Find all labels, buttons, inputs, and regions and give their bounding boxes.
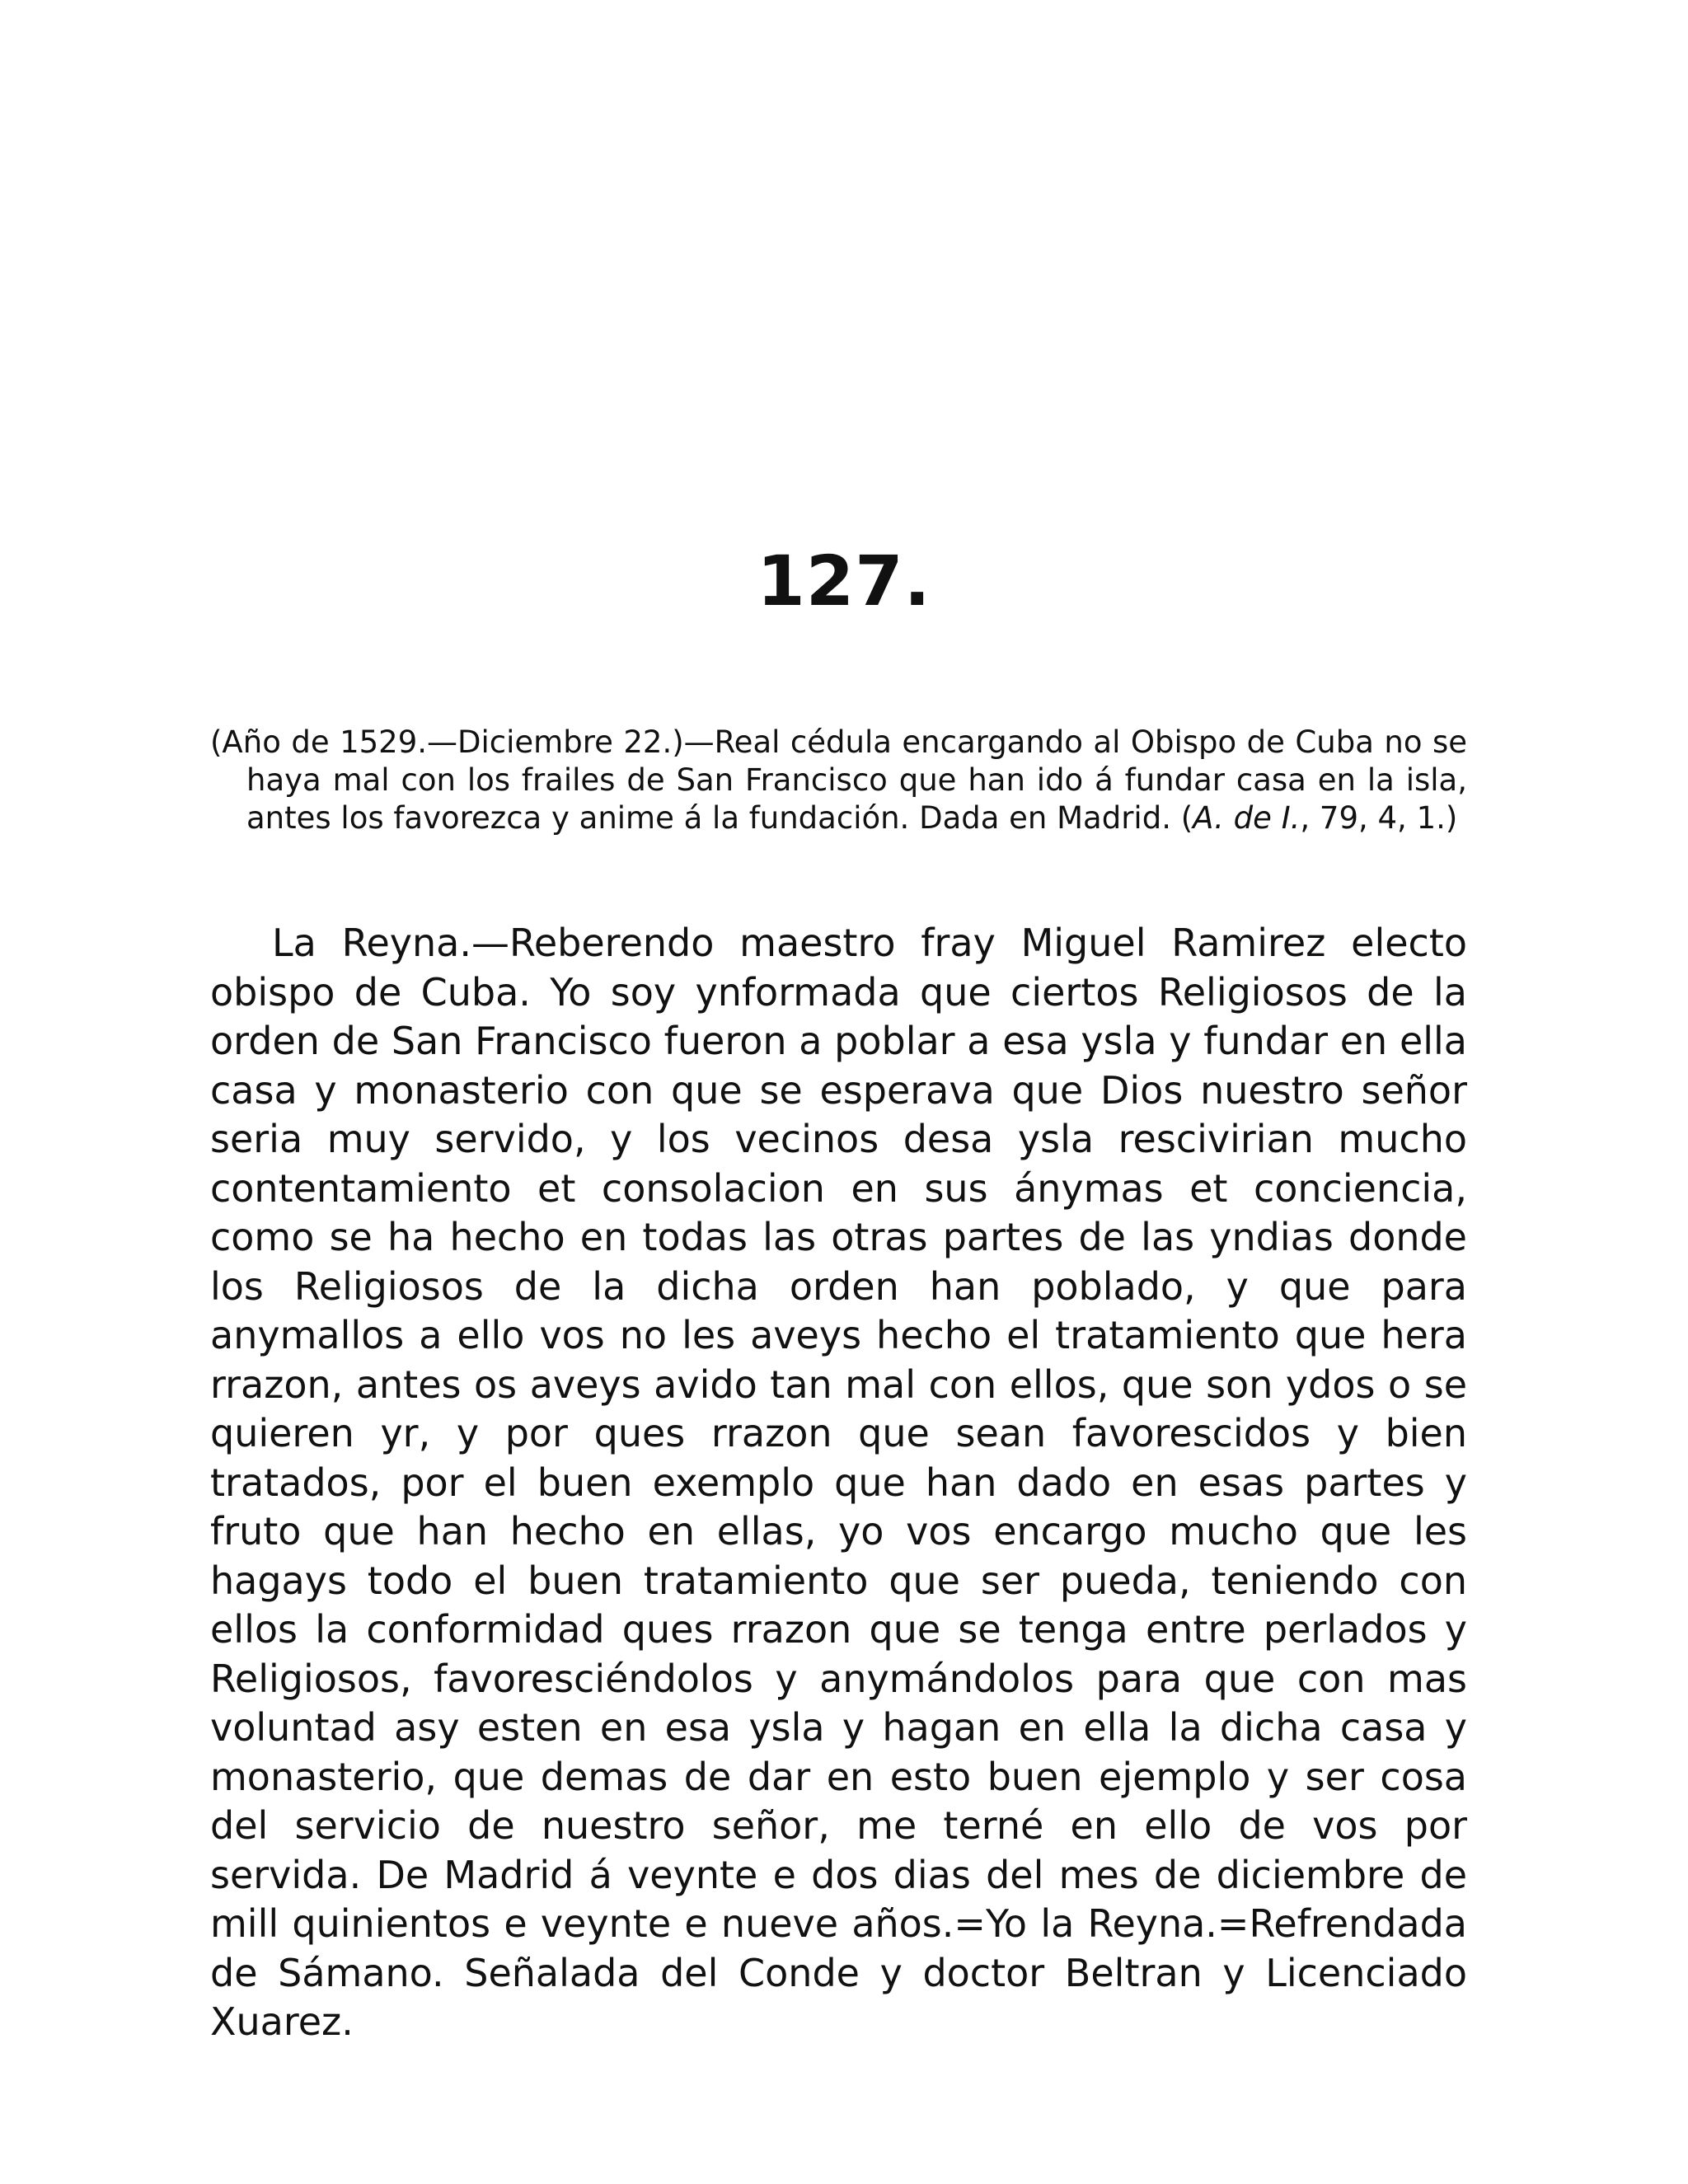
summary-text: (Año de 1529.—Diciembre 22.)—Real cédula encargando al Obispo de Cuba no se haya mal con los frailes de San Francisco que han ido á fundar casa en la isla, antes los favorezca y anime á la fundación. Dada en Madrid. ( (210, 724, 1467, 836)
summary-citation-reference: , 79, 4, 1.) (1300, 800, 1458, 836)
document-body-text: La Reyna.—Reberendo maestro fray Miguel Ramirez electo obispo de Cuba. Yo soy ynformada que ciertos Religiosos de la orden de San Francisco fueron a poblar a esa ysla y fundar en ella casa y monasterio con que se esperava que Dios nuestro señor seria muy servido, y los vecinos desa ysla rescivirian mucho contentamiento et consolacion en sus ánymas et conciencia, como se ha hecho en todas las otras partes de las yndias donde los Religiosos de la dicha orden han poblado, y que para anymallos a ello vos no les aveys hecho el tratamiento que hera rrazon, antes os aveys avido tan mal con ellos, que son ydos o se quieren yr, y por ques rrazon que sean favorescidos y bien tratados, por el buen exemplo que han dado en esas partes y fruto que han hecho en ellas, yo vos encargo mucho que les hagays todo el buen tratamiento que ser pueda, teniendo con ellos la conformidad ques rrazon que se tenga entre perlados y Religiosos, favoresciéndolos y anymándolos para que con mas voluntad asy esten en esa ysla y hagan en ella la dicha casa y monasterio, que demas de dar en esto buen ejemplo y ser cosa del servicio de nuestro señor, me terné en ello de vos por servida. De Madrid á veynte e dos dias del mes de diciembre de mill quinientos e veynte e nueve años.=Yo la Reyna.=Refrendada de Sámano. Señalada del Conde y doctor Beltran y Licenciado Xuarez. (210, 921, 1467, 2044)
summary-citation: A. de I. (1193, 800, 1301, 836)
document-number-heading: 127. (757, 541, 931, 621)
document-summary (210, 724, 1467, 837)
